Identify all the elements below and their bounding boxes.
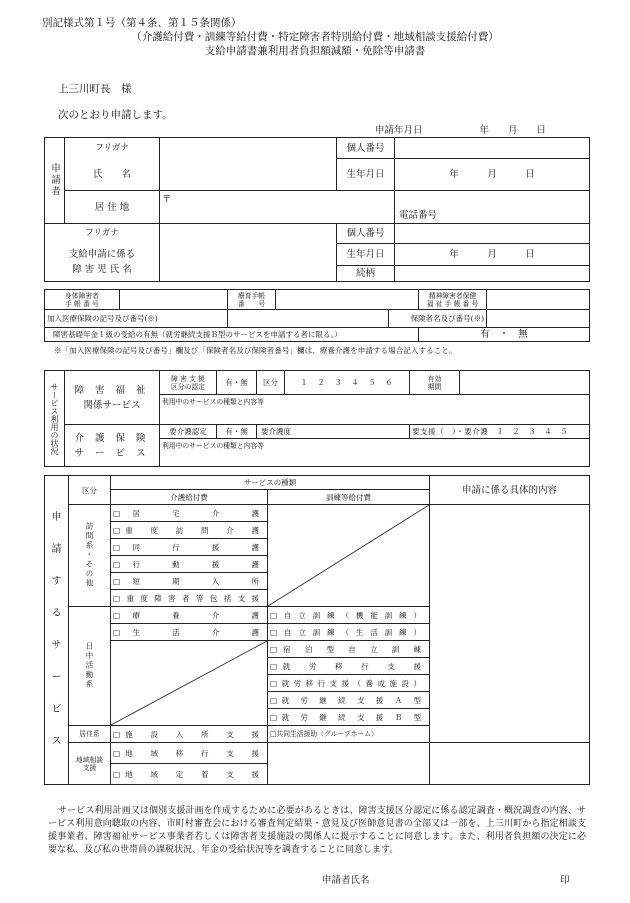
service-checkbox-community-settlement[interactable]: □ 地 域 定 着 支 援 [111, 764, 268, 785]
service-checkbox-group-home[interactable]: □ 共同生活援助（グループホーム） [268, 726, 430, 743]
mental-cert-field[interactable] [487, 290, 590, 310]
valid-period-label-line2: 期間 [427, 382, 442, 391]
child-name-label-line2: 障 害 児 氏 名 [72, 264, 132, 276]
insurer-label: 保険者名及び番号(※) [389, 310, 487, 328]
applicant-name-label: 氏 名 [65, 159, 160, 191]
support-category-levels[interactable]: １ ２ ３ ４ ５ ６ [285, 371, 410, 395]
physical-cert-label [45, 290, 120, 310]
applicant-furigana-label: フリガナ [65, 138, 160, 159]
services-table [44, 475, 590, 785]
form-title: 支給申請書兼利用者負担額減額・免除等申請書 [204, 45, 426, 57]
welfare-services-label-line1: 障 害 福 祉 [74, 384, 150, 396]
applicant-table [44, 137, 590, 282]
addressee: 上三川町長 様 [58, 83, 132, 95]
child-birth-label: 生年月日 [337, 244, 395, 266]
support-cert-choice[interactable]: 有・無 [217, 371, 257, 395]
community-group-label: 地域相談支援 [69, 743, 111, 785]
form-subtitle: （介護給付費・訓練等給付費・特定障害者特別給付費・地域相談支援給付費） [131, 31, 499, 43]
service-checkbox-comprehensive-support[interactable]: □ 重度障害者等包括支援 [111, 590, 268, 607]
child-name-field[interactable] [160, 244, 337, 282]
service-checkbox-community-transition[interactable]: □ 地 域 移 行 支 援 [111, 743, 268, 764]
child-my-number-label: 個人番号 [337, 224, 395, 244]
visit-group-label: 訪問系・その他 [69, 505, 111, 607]
service-checkbox-continued-employment-a[interactable]: □ 就 労 継 続 支 援 Ａ 型 [268, 692, 430, 709]
rehab-cert-label-line2: 番 号 [237, 299, 266, 308]
service-checkbox-short-stay[interactable]: □ 短 期 入 所 [111, 573, 268, 590]
insurance-field[interactable] [228, 310, 389, 328]
applicant-birth-label: 生年月日 [337, 159, 395, 191]
child-relation-field[interactable] [395, 266, 590, 282]
diagonal-line [111, 641, 267, 725]
service-checkbox-home-care[interactable]: □ 居 宅 介 護 [111, 505, 268, 522]
care-benefit-header: 介護給付費 [111, 490, 268, 505]
certificates-table [44, 289, 590, 342]
ltc-degree-levels[interactable]: 要支援（ ）・要介護 １ ２ ３ ４ ５ [410, 425, 590, 439]
ltc-services-label [65, 425, 160, 467]
insurance-note: ※「加入医療保険の記号及び番号」欄及び「保険者名及び保険者番号」欄は、療養介護を申請する場合記入すること。 [54, 346, 457, 355]
apply-section-label [45, 476, 69, 785]
diagonal-line [268, 505, 429, 606]
usage-section-label: サービス利用の状況 [45, 371, 65, 467]
service-types-header: サービスの種類 [111, 476, 430, 490]
physical-cert-field[interactable] [120, 290, 228, 310]
kubun-header: 区分 [69, 476, 111, 505]
mental-cert-label-line2: 福 祉 手 帳 番 号 [426, 299, 479, 308]
ltc-in-use-field[interactable]: 利用中のサービスの種類と内容等 [160, 439, 590, 467]
child-name-label-line1: 支給申請に係る [68, 249, 136, 261]
intro-text: 次のとおり申請します。 [58, 109, 173, 121]
support-cert-label-line1: 障 害 支 援 [171, 374, 205, 383]
signature-label: 申請者氏名 [322, 875, 370, 886]
applicant-phone-field[interactable] [395, 191, 590, 224]
ltc-services-label-line1: 介 護 保 険 [74, 432, 150, 444]
service-checkbox-employment-transition-training-facility[interactable]: □ 就労移行支援（養成施設） [268, 675, 430, 692]
physical-cert-label-line1: 身体障害者 [65, 291, 99, 300]
service-checkbox-accompany-support[interactable]: □ 同 行 援 護 [111, 539, 268, 556]
child-furigana-label: フリガナ [45, 224, 160, 244]
valid-period-label-line1: 有効 [427, 374, 442, 383]
seal-mark: 印 [560, 875, 570, 886]
service-checkbox-medical-care[interactable]: □ 療 養 介 護 [111, 607, 268, 624]
child-relation-label: 続柄 [337, 266, 395, 282]
applicant-phone-label: 電話番号 [399, 210, 438, 221]
applicant-section-label: 申請者 [45, 138, 65, 224]
training-benefit-header: 訓練等給付費 [268, 490, 430, 505]
physical-cert-label-line2: 手 帳 番 号 [65, 299, 99, 308]
support-category-label: 区分 [257, 371, 285, 395]
ltc-degree-label: 要介護度 [257, 425, 410, 439]
postal-mark: 〒 [162, 194, 172, 205]
pension-choice[interactable]: 有 ・ 無 [419, 328, 590, 342]
rehab-cert-field[interactable] [276, 290, 419, 310]
applicant-address-field[interactable] [160, 191, 395, 224]
consent-text: サービス利用計画又は個別支援計画を作成するために必要があるときは、障害支援区分認定に係る認定調査・概況調査の内容、サービス利用意向聴取の内容、市町村審査会における審査判定結果・意見及び医師意見書の全部又は一部を、上三川町から指定相談支援事業者、障害福祉サービス事業者若しくは障害者支援施設の関係人に提示することに同意します。また、利用者負担額の決定に必要な私、及び私の世帯員の課税状況、年金の受給状況等を調査することに同意します。 [48, 806, 586, 855]
specific-content-header: 申請に係る具体的内容 [430, 476, 590, 505]
visit-training-empty [268, 505, 430, 607]
residence-group-label: 居住系 [69, 726, 111, 743]
ltc-cert-label: 要介護認定 [160, 425, 217, 439]
usage-table [44, 370, 590, 467]
valid-period-label [410, 371, 460, 395]
application-date: 申請年月日 年 月 日 [375, 125, 547, 136]
service-checkbox-life-training[interactable]: □ 自立訓練（生活訓練） [268, 624, 430, 641]
mental-cert-label-line1: 精神障害者保健 [428, 291, 477, 300]
day-group-label: 日中活動系 [69, 607, 111, 726]
specific-content-field[interactable] [430, 505, 590, 743]
applicant-name-field[interactable] [160, 159, 337, 191]
support-cert-label [160, 371, 217, 395]
insurer-field[interactable] [487, 310, 590, 328]
support-cert-label-line2: 区分の認定 [171, 382, 205, 391]
service-checkbox-continued-employment-b[interactable]: □ 就 労 継 続 支 援 Ｂ 型 [268, 709, 430, 726]
applicant-birth-field[interactable]: 年 月 日 [395, 159, 590, 191]
service-checkbox-employment-transition[interactable]: □ 就 労 移 行 支 援 [268, 658, 430, 675]
pension-label: 障害基礎年金１級の受給の有無（就労継続支援Ｂ型のサービスを申請する者に限る。） [45, 328, 419, 342]
welfare-services-label-line2: 関係サービス [83, 399, 141, 411]
service-checkbox-life-care[interactable]: □ 生 活 介 護 [111, 624, 268, 641]
rehab-cert-label-line1: 療育手帳 [237, 291, 266, 300]
service-checkbox-functional-training[interactable]: □ 自立訓練（機能訓練） [268, 607, 430, 624]
ltc-services-label-line2: サ ー ビ ス [74, 447, 150, 459]
child-my-number-field[interactable] [395, 224, 590, 244]
apply-section-text: 申請するサービス [51, 512, 62, 747]
applicant-furigana-field[interactable] [160, 138, 337, 159]
applicant-my-number-label: 個人番号 [337, 138, 395, 159]
applicant-address-label: 居 住 地 [65, 191, 160, 224]
community-content-field[interactable] [430, 743, 590, 785]
service-checkbox-residential-training[interactable]: □ 宿 泊 型 自 立 訓 練 [268, 641, 430, 658]
community-training-empty [268, 743, 430, 785]
ltc-cert-choice[interactable]: 有・無 [217, 425, 257, 439]
service-checkbox-severe-visit-care[interactable]: □ 重 度 訪 問 介 護 [111, 522, 268, 539]
day-care-empty [111, 641, 268, 726]
child-birth-field[interactable]: 年 月 日 [395, 244, 590, 266]
mental-cert-label [419, 290, 487, 310]
welfare-services-label [65, 371, 160, 425]
child-name-label [45, 244, 160, 282]
service-checkbox-behavior-support[interactable]: □ 行 動 援 護 [111, 556, 268, 573]
insurance-label: 加入医療保険の記号及び番号(※) [45, 310, 228, 328]
welfare-in-use-field[interactable]: 利用中のサービスの種類と内容等 [160, 395, 590, 425]
valid-period-field[interactable] [460, 371, 590, 395]
form-number: 別記様式第１号（第４条、第１５条関係） [42, 17, 242, 29]
service-checkbox-facility-admission[interactable]: □ 施 設 入 所 支 援 [111, 726, 268, 743]
child-furigana-field[interactable] [160, 224, 337, 244]
signature-field[interactable] [380, 872, 550, 888]
rehab-cert-label [228, 290, 276, 310]
applicant-my-number-field[interactable] [395, 138, 590, 159]
